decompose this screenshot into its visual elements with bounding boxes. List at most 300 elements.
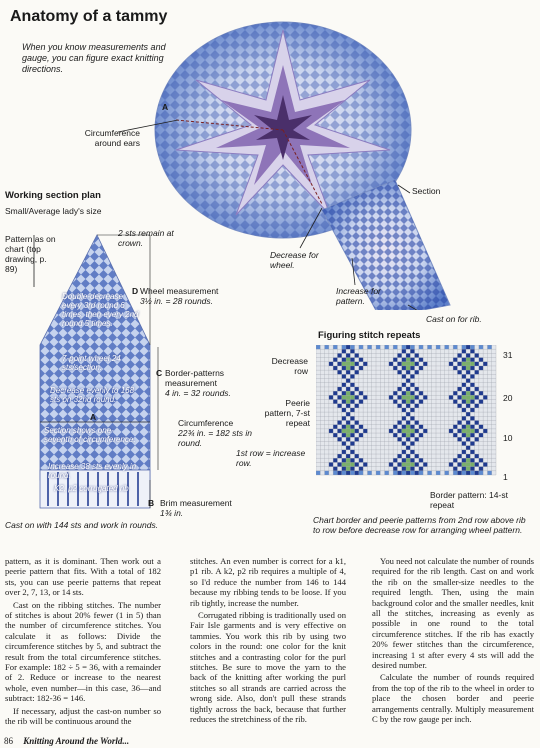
chart-stitch	[475, 387, 479, 391]
chart-stitch	[350, 400, 354, 404]
chart-stitch	[406, 458, 410, 462]
chart-stitch	[359, 345, 363, 349]
chart-stitch	[350, 374, 354, 378]
chart-stitch	[406, 437, 410, 441]
chart-stitch	[415, 462, 419, 466]
chart-stitch	[483, 395, 487, 399]
chart-stitch	[415, 404, 419, 408]
chart-stitch	[393, 358, 397, 362]
chart-stitch	[350, 383, 354, 387]
chart-stitch	[470, 429, 474, 433]
book-title: Knitting Around the World...	[23, 736, 130, 746]
chart-stitch	[393, 366, 397, 370]
chart-stitch	[457, 471, 461, 475]
chart-stitch	[363, 429, 367, 433]
letter-a: A	[90, 412, 97, 422]
chart-stitch	[457, 462, 461, 466]
chart-stitch	[483, 429, 487, 433]
tam-cast-on-label: Cast on for rib.	[426, 314, 482, 324]
chart-stitch	[393, 345, 397, 349]
chart-stitch	[325, 345, 329, 349]
chart-stitch	[346, 454, 350, 458]
chart-stitch	[406, 462, 410, 466]
chart-stitch	[462, 467, 466, 471]
chart-stitch	[359, 425, 363, 429]
chart-stitch	[337, 362, 341, 366]
chart-stitch	[406, 412, 410, 416]
chart-stitch	[385, 345, 389, 349]
chart-stitch	[419, 358, 423, 362]
border-measurement-title: Border-patterns measurement	[165, 368, 225, 388]
chart-stitch	[389, 429, 393, 433]
chart-stitch	[342, 441, 346, 445]
chart-stitch	[462, 358, 466, 362]
chart-stitch	[329, 395, 333, 399]
chart-stitch	[466, 467, 470, 471]
chart-stitch	[415, 353, 419, 357]
chart-stitch	[470, 383, 474, 387]
chart-stitch	[342, 391, 346, 395]
chart-stitch	[397, 404, 401, 408]
section-shows-note: Section shows one-seventh of circumference.	[44, 426, 136, 444]
col2-paragraph-1: stitches. An even number is correct for a k1, p1 rib. A k2, p2 rib requires a multiple of 4, so I'd reduce the number from 146 to 144 because my ribbing tends to be loose. If you rib tightly, increase the number.	[190, 556, 346, 608]
chart-stitch	[475, 437, 479, 441]
chart-stitch	[479, 458, 483, 462]
chart-stitch	[453, 458, 457, 462]
chart-stitch	[376, 471, 380, 475]
chart-stitch	[363, 395, 367, 399]
chart-stitch	[470, 349, 474, 353]
chart-stitch	[453, 467, 457, 471]
chart-stitch	[475, 404, 479, 408]
chart-stitch	[350, 462, 354, 466]
chart-stitch	[479, 400, 483, 404]
chart-stitch	[410, 374, 414, 378]
letter-d: D	[132, 286, 139, 296]
chart-stitch	[466, 462, 470, 466]
chart-stitch	[475, 362, 479, 366]
chart-stitch	[462, 416, 466, 420]
chart-stitch	[466, 429, 470, 433]
chart-stitch	[337, 437, 341, 441]
chart-stitch	[406, 353, 410, 357]
chart-stitch	[350, 395, 354, 399]
chart-stitch	[479, 433, 483, 437]
chart-stitch	[355, 462, 359, 466]
chart-stitch	[342, 408, 346, 412]
chart-stitch	[359, 471, 363, 475]
chart-border-pattern-label: Border pattern: 14-st repeat	[430, 490, 508, 510]
chart-stitch	[402, 462, 406, 466]
chart-stitch	[333, 345, 337, 349]
chart-stitch	[470, 441, 474, 445]
chart-stitch	[329, 362, 333, 366]
chart-stitch	[410, 395, 414, 399]
chart-stitch	[410, 467, 414, 471]
chart-stitch	[355, 429, 359, 433]
chart-stitch	[350, 433, 354, 437]
chart-first-row-label: 1st row = increase row.	[236, 448, 306, 468]
chart-stitch	[406, 391, 410, 395]
chart-stitch	[470, 362, 474, 366]
chart-stitch	[346, 471, 350, 475]
chart-stitch	[470, 395, 474, 399]
chart-stitch	[470, 471, 474, 475]
chart-stitch	[449, 395, 453, 399]
chart-stitch	[406, 387, 410, 391]
chart-stitch	[410, 400, 414, 404]
chart-stitch	[470, 462, 474, 466]
plan-subheading: Small/Average lady's size	[5, 206, 102, 216]
chart-stitch	[479, 345, 483, 349]
chart-stitch	[359, 391, 363, 395]
chart-stitch	[406, 425, 410, 429]
chart-stitch	[462, 362, 466, 366]
chart-stitch	[346, 420, 350, 424]
chart-stitch	[479, 358, 483, 362]
chart-stitch	[445, 345, 449, 349]
chart-stitch	[462, 345, 466, 349]
chart-stitch	[406, 429, 410, 433]
seven-point-wheel-note: 7-point wheel 24 sts/section.	[62, 354, 121, 372]
chart-stitch	[359, 366, 363, 370]
chart-stitch	[470, 425, 474, 429]
chart-stitch	[346, 345, 350, 349]
chart-stitch	[466, 353, 470, 357]
chart-stitch	[436, 345, 440, 349]
chart-stitch	[350, 362, 354, 366]
chart-stitch	[346, 412, 350, 416]
chart-stitch	[470, 467, 474, 471]
chart-stitch	[457, 420, 461, 424]
chart-stitch	[462, 408, 466, 412]
chart-stitch	[466, 400, 470, 404]
chart-stitch	[406, 433, 410, 437]
chart-stitch	[406, 467, 410, 471]
chart-stitch	[427, 471, 431, 475]
chart-stitch	[393, 433, 397, 437]
chart-stitch	[389, 395, 393, 399]
chart-stitch	[346, 358, 350, 362]
chart-stitch	[346, 467, 350, 471]
chart-stitch	[470, 366, 474, 370]
chart-stitch	[359, 458, 363, 462]
chart-stitch	[329, 429, 333, 433]
col1-paragraph-2: Cast on the ribbing stitches. The number of stitches is about 20% fewer (1 in 5) than the number of circumference stitches. You calculate it as follows: Divide the circumference stitches by 5, and subtract the result from the total circumference stitches. For example: 182 ÷ 5 = 36, with a remainder of 2. Reduce or increase to the nearest whole, even number—in this case, 36—and subtract: 182-36 = 146.	[5, 599, 161, 704]
border-measurement-value: 4 in. = 32 rounds.	[165, 388, 231, 398]
chart-stitch	[475, 462, 479, 466]
chart-stitch	[346, 437, 350, 441]
chart-stitch	[397, 462, 401, 466]
chart-stitch	[355, 395, 359, 399]
chart-stitch	[355, 353, 359, 357]
chart-stitch	[346, 404, 350, 408]
chart-stitch	[466, 366, 470, 370]
chart-stitch	[350, 425, 354, 429]
chart-stitch	[350, 358, 354, 362]
chart-stitch	[346, 429, 350, 433]
chart-stitch	[483, 462, 487, 466]
chart-stitch	[449, 462, 453, 466]
col2-paragraph-2: Corrugated ribbing is traditionally used on Fair Isle garments and is very effective on tammies. You work this rib by using two colors in the round: one color for the knit stitches and a contrasting color for the purl stitches. Be sure to move the yarn to the back of the knitting after working the purl stitches so all strands are carried across the wrong side. Also, don't pull these strands tightly across the back, because that further reduces the stretchiness of the rib.	[190, 610, 346, 725]
chart-stitch	[462, 349, 466, 353]
chart-stitch	[466, 395, 470, 399]
chart-stitch	[406, 379, 410, 383]
chart-stitch	[402, 458, 406, 462]
chart-stitch	[410, 362, 414, 366]
page-footer	[4, 736, 129, 746]
chart-row-10: 10	[503, 433, 513, 443]
chart-stitch	[402, 345, 406, 349]
chart-stitch	[475, 429, 479, 433]
chart-stitch	[346, 353, 350, 357]
chart-stitch	[337, 429, 341, 433]
chart-stitch	[466, 454, 470, 458]
chart-stitch	[389, 462, 393, 466]
chart-stitch	[402, 358, 406, 362]
chart-stitch	[406, 370, 410, 374]
chart-stitch	[402, 408, 406, 412]
tam-increase-label: Increase for pattern.	[336, 286, 381, 306]
chart-stitch	[470, 400, 474, 404]
chart-stitch	[350, 450, 354, 454]
chart-stitch	[342, 433, 346, 437]
chart-stitch	[333, 458, 337, 462]
chart-stitch	[466, 404, 470, 408]
chart-stitch	[466, 437, 470, 441]
chart-stitch	[479, 467, 483, 471]
chart-stitch	[329, 462, 333, 466]
chart-stitch	[427, 345, 431, 349]
chart-stitch	[415, 429, 419, 433]
chart-stitch	[479, 391, 483, 395]
chart-stitch	[479, 366, 483, 370]
chart-stitch	[457, 429, 461, 433]
chart-stitch	[393, 425, 397, 429]
chart-stitch	[423, 462, 427, 466]
chart-stitch	[466, 391, 470, 395]
chart-stitch	[462, 441, 466, 445]
chart-stitch	[415, 420, 419, 424]
chart-stitch	[402, 471, 406, 475]
body-column-3	[372, 556, 534, 727]
chart-stitch	[350, 471, 354, 475]
chart-stitch	[466, 387, 470, 391]
chart-stitch	[355, 387, 359, 391]
chart-stitch	[470, 433, 474, 437]
chart-stitch	[462, 458, 466, 462]
chart-stitch	[419, 467, 423, 471]
chart-stitch	[479, 471, 483, 475]
chart-stitch	[333, 400, 337, 404]
chart-stitch	[410, 349, 414, 353]
chart-stitch	[415, 454, 419, 458]
chart-stitch	[346, 391, 350, 395]
chart-stitch	[466, 471, 470, 475]
chart-stitch	[337, 404, 341, 408]
chart-stitch	[393, 391, 397, 395]
chart-stitch	[410, 383, 414, 387]
intro-text: When you know measurements and gauge, you can figure exact knitting directions.	[22, 42, 166, 74]
chart-stitch	[397, 420, 401, 424]
chart-stitch	[462, 425, 466, 429]
chart-stitch	[475, 370, 479, 374]
chart-stitch	[402, 391, 406, 395]
chart-stitch	[419, 425, 423, 429]
chart-stitch	[316, 345, 320, 349]
chart-stitch	[342, 429, 346, 433]
chart-stitch	[466, 370, 470, 374]
brim-measurement-value: 1¾ in.	[160, 508, 184, 518]
chart-stitch	[350, 416, 354, 420]
chart-stitch	[470, 458, 474, 462]
chart-stitch	[342, 345, 346, 349]
chart-stitch	[423, 362, 427, 366]
chart-stitch	[350, 441, 354, 445]
chart-stitch	[350, 429, 354, 433]
article-title: Anatomy of a tammy	[10, 8, 168, 25]
chart-stitch	[376, 345, 380, 349]
increase-38-note: Increase 38 sts evenly in round.	[48, 462, 137, 480]
chart-stitch	[470, 408, 474, 412]
chart-row-31: 31	[503, 350, 513, 360]
chart-stitch	[453, 471, 457, 475]
chart-stitch	[346, 362, 350, 366]
brim-measurement-title: Brim measurement	[160, 498, 232, 508]
chart-stitch	[415, 387, 419, 391]
chart-stitch	[337, 420, 341, 424]
chart-stitch	[466, 412, 470, 416]
chart-stitch	[462, 462, 466, 466]
chart-stitch	[470, 391, 474, 395]
chart-stitch	[487, 345, 491, 349]
chart-stitch	[346, 387, 350, 391]
chart-stitch	[470, 374, 474, 378]
chart-stitch	[333, 366, 337, 370]
chart-stitch	[419, 433, 423, 437]
chart-stitch	[419, 458, 423, 462]
chart-stitch	[462, 471, 466, 475]
chart-stitch	[462, 400, 466, 404]
chart-stitch	[333, 425, 337, 429]
chart-stitch	[453, 391, 457, 395]
chart-stitch	[355, 437, 359, 441]
decrease-evenly-note: Decrease evenly to 168 sts on 32nd round.	[50, 386, 135, 404]
chart-stitch	[337, 370, 341, 374]
chart-stitch	[462, 374, 466, 378]
chart-stitch	[462, 366, 466, 370]
chart-stitch	[397, 353, 401, 357]
chart-stitch	[406, 471, 410, 475]
chart-stitch	[419, 366, 423, 370]
chart-stitch	[342, 462, 346, 466]
chart-stitch	[419, 400, 423, 404]
chart-stitch	[393, 400, 397, 404]
col3-paragraph-1: You need not calculate the number of rounds required for the rib length. Cast on and work the rib on the smaller-size needles to the required length. Then, using the main background color and the smaller needles, knit all the stitches, increasing as evenly as possible in one round to the total circumference stitches. If the rib has exactly 20% fewer stitches than the circumference, increasing 1 st after every 4 sts will add the desired number.	[372, 556, 535, 671]
chart-stitch	[410, 433, 414, 437]
chart-stitch	[337, 395, 341, 399]
chart-stitch	[406, 395, 410, 399]
chart-stitch	[406, 446, 410, 450]
cast-on-note: Cast on with 144 sts and work in rounds.	[5, 520, 159, 530]
chart-stitch	[355, 362, 359, 366]
chart-stitch	[453, 425, 457, 429]
chart-stitch	[410, 391, 414, 395]
chart-stitch	[355, 471, 359, 475]
chart-stitch	[419, 345, 423, 349]
chart-stitch	[342, 458, 346, 462]
chart-stitch	[342, 362, 346, 366]
chart-stitch	[457, 395, 461, 399]
chart-stitch	[346, 370, 350, 374]
tam-decrease-label: Decrease for wheel.	[270, 250, 319, 270]
chart-stitch	[342, 366, 346, 370]
chart-stitch	[350, 349, 354, 353]
chart-stitch	[350, 408, 354, 412]
chart-stitch	[415, 370, 419, 374]
chart-stitch	[402, 400, 406, 404]
chart-stitch	[406, 420, 410, 424]
chart-stitch	[333, 391, 337, 395]
chart-stitch	[406, 362, 410, 366]
chart-stitch	[402, 416, 406, 420]
chart-stitch	[363, 362, 367, 366]
chart-stitch	[457, 353, 461, 357]
plan-heading: Working section plan	[5, 190, 101, 201]
chart-stitch	[457, 454, 461, 458]
chart-stitch	[466, 379, 470, 383]
chart-stitch	[337, 462, 341, 466]
wheel-measurement-title: Wheel measurement	[140, 286, 219, 296]
chart-stitch	[402, 395, 406, 399]
chart-stitch	[346, 400, 350, 404]
chart-stitch	[453, 345, 457, 349]
chart-stitch	[410, 425, 414, 429]
chart-stitch	[337, 387, 341, 391]
chart-stitch	[342, 349, 346, 353]
chart-stitch	[346, 462, 350, 466]
chart-stitch	[487, 471, 491, 475]
chart-stitch	[410, 441, 414, 445]
chart-stitch	[346, 458, 350, 462]
chart-stitch	[457, 404, 461, 408]
chart-caption: Chart border and peerie patterns from 2nd row above rib to row before decrease row for arranging wheel pattern.	[313, 515, 526, 535]
chart-stitch	[397, 437, 401, 441]
chart-stitch	[423, 429, 427, 433]
chart-stitch	[342, 395, 346, 399]
wheel-measurement-value: 3½ in. = 28 rounds.	[140, 296, 214, 306]
chart-stitch	[402, 433, 406, 437]
chart-stitch	[466, 458, 470, 462]
chart-row-20: 20	[503, 393, 513, 403]
crown-note: 2 sts remain at crown.	[118, 228, 174, 248]
chart-stitch	[397, 370, 401, 374]
chart-stitch	[402, 366, 406, 370]
chart-stitch	[402, 425, 406, 429]
chart-stitch	[449, 429, 453, 433]
col3-paragraph-2: Calculate the number of rounds required from the top of the rib to the wheel in order to place the chosen border and peerie arrangements centrally. Multiply measurement C by the row gauge per inch.	[372, 672, 534, 725]
chart-stitch	[415, 362, 419, 366]
chart-heading: Figuring stitch repeats	[318, 330, 421, 341]
chart-stitch	[415, 471, 419, 475]
chart-stitch	[402, 374, 406, 378]
chart-stitch	[410, 345, 414, 349]
chart-stitch	[402, 467, 406, 471]
chart-stitch	[346, 446, 350, 450]
chart-stitch	[419, 471, 423, 475]
chart-stitch	[470, 450, 474, 454]
chart-stitch	[346, 425, 350, 429]
